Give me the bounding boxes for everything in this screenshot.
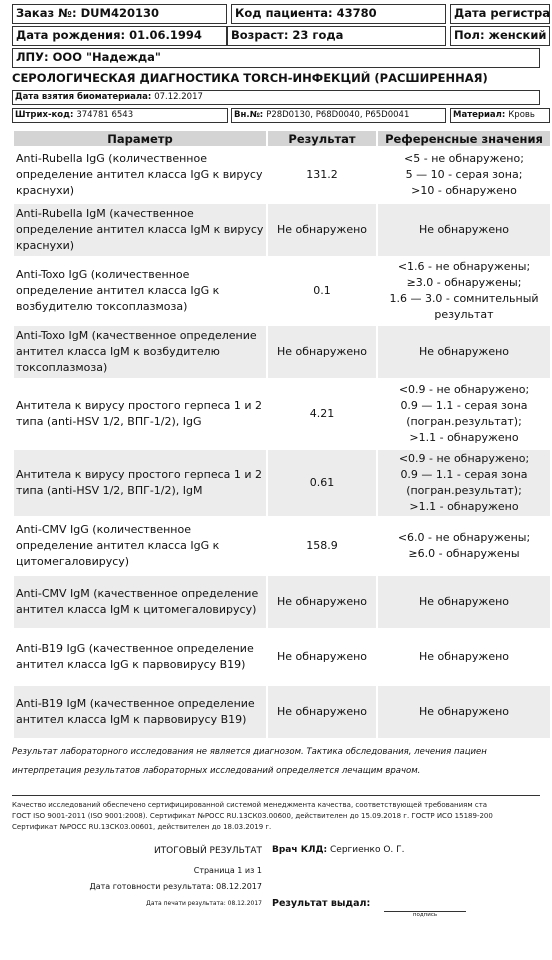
- order-number: Заказ №: DUM420130: [12, 4, 227, 24]
- registration-date: Дата регистра: [450, 4, 550, 24]
- issued-label: Результат выдал:: [272, 898, 371, 909]
- reference-cell: <6.0 - не обнаружены; ≥6.0 - обнаружены: [397, 531, 531, 560]
- table-row: [14, 686, 550, 738]
- param-cell: Anti-Rubella IgM (качественное определение антител класса IgM к вирусу краснухи): [14, 204, 266, 256]
- result-cell: Не обнаружено: [276, 650, 368, 663]
- disclaimer-line-1: Результат лабораторного исследования не является диагнозом. Тактика обследования, лечения пациен: [12, 747, 487, 757]
- divider: [12, 795, 540, 796]
- reference-cell: Не обнаружено: [378, 204, 550, 256]
- sample-date-label: Дата взятия биоматериала:: [15, 92, 152, 102]
- reference-cell: <5 - не обнаружено; 5 — 10 - серая зона; >10 - обнаружено: [404, 152, 524, 197]
- result-cell: Не обнаружено: [268, 204, 376, 256]
- result-cell: Не обнаружено: [268, 686, 376, 738]
- barcode-value: 374781 6543: [76, 110, 134, 120]
- table-row: [14, 576, 550, 628]
- barcode-label: Штрих-код:: [15, 110, 74, 120]
- param-cell: Anti-CMV IgM (качественное определение антител класса IgM к цитомегаловирусу): [14, 576, 266, 628]
- print-date: Дата печати результата: 08.12.2017: [146, 900, 262, 907]
- doctor-label: Врач КЛД:: [272, 845, 328, 855]
- result-cell: 0.61: [268, 450, 376, 516]
- table-row: [14, 381, 550, 447]
- table-row: [14, 450, 550, 516]
- param-cell: Anti-Toxo IgG (количественное определение антител класса IgG к возбудителю токсоплазмоза): [16, 268, 220, 313]
- result-cell: 131.2: [306, 168, 338, 181]
- result-cell: 4.21: [309, 407, 335, 420]
- param-cell: Антитела к вирусу простого герпеса 1 и 2 типа (anti-HSV 1/2, ВПГ-1/2), IgM: [14, 450, 266, 516]
- table-row: [14, 519, 550, 573]
- vn-value: P28D0130, P68D0040, P65D0041: [266, 110, 410, 120]
- barcode-box: [12, 108, 228, 123]
- param-cell: Anti-Rubella IgG (количественное определение антител класса IgG к вирусу краснухи): [16, 152, 263, 197]
- reference-cell: Не обнаружено: [378, 326, 550, 378]
- param-cell: Anti-B19 IgG (качественное определение антител класса IgG к парвовирусу B19): [16, 642, 254, 671]
- table-row: [14, 149, 550, 201]
- reference-cell: Не обнаружено: [418, 650, 510, 663]
- patient-age: Возраст: 23 года: [227, 26, 446, 46]
- result-cell: Не обнаружено: [268, 576, 376, 628]
- vn-label: Вн.№:: [234, 110, 264, 120]
- page-title: СЕРОЛОГИЧЕСКАЯ ДИАГНОСТИКА TORCH-ИНФЕКЦИЙ (РАСШИРЕННАЯ): [12, 71, 488, 85]
- quality-line-3: Сертификат №РОСС RU.13СК03.00601, действителен до 18.03.2019 г.: [12, 823, 272, 831]
- quality-line-2: ГОСТ ISO 9001-2011 (ISO 9001:2008). Сертификат №РОСС RU.13СК03.00600, действителен до 15.09.2018 г. ГОСТР ИСО 15189-200: [12, 812, 493, 820]
- param-cell: Anti-Toxo IgM (качественное определение антител класса IgM к возбудителю токсоплазмоза): [14, 326, 266, 378]
- birth-date: Дата рождения: 01.06.1994: [12, 26, 227, 46]
- reference-cell: Не обнаружено: [378, 576, 550, 628]
- lpu: ЛПУ: ООО "Надежда": [12, 48, 540, 68]
- material-box: [450, 108, 550, 123]
- material-label: Материал:: [453, 110, 506, 120]
- doctor-name: Сергиенко О. Г.: [330, 845, 405, 855]
- reference-cell: Не обнаружено: [378, 686, 550, 738]
- reference-cell: <0.9 - не обнаружено; 0.9 — 1.1 - серая зона (погран.результат); >1.1 - обнаружено: [378, 450, 550, 516]
- table-row: [14, 259, 550, 323]
- doctor-line: [272, 845, 405, 855]
- table-row: [14, 326, 550, 378]
- reference-cell: <0.9 - не обнаружено; 0.9 — 1.1 - серая зона (погран.результат); >1.1 - обнаружено: [398, 383, 530, 444]
- patient-sex: Пол: женский: [450, 26, 550, 46]
- param-cell: Антитела к вирусу простого герпеса 1 и 2 типа (anti-HSV 1/2, ВПГ-1/2), IgG: [16, 399, 263, 428]
- material-value: Кровь: [508, 110, 535, 120]
- table-row: [14, 631, 550, 683]
- header-reference: Референсные значения: [378, 131, 550, 146]
- header-parameter: Параметр: [14, 131, 266, 146]
- param-cell: Anti-CMV IgG (количественное определение антител класса IgG к цитомегаловирусу): [16, 523, 220, 568]
- sample-date-box: [12, 90, 540, 105]
- result-cell: Не обнаружено: [268, 326, 376, 378]
- vn-box: [231, 108, 446, 123]
- header-result: Результат: [268, 131, 376, 146]
- quality-line-1: Качество исследований обеспечено сертифицированной системой менеджмента качества, соответствующей требованиям ста: [12, 801, 488, 809]
- disclaimer-line-2: интерпретация результатов лабораторных исследований определяется лечащим врачом.: [12, 766, 421, 776]
- result-cell: 158.9: [306, 539, 338, 552]
- patient-code: Код пациента: 43780: [231, 4, 446, 24]
- ready-date: Дата готовности результата: 08.12.2017: [89, 882, 262, 891]
- signature-caption: подпись: [412, 912, 438, 918]
- results-table: [12, 128, 552, 741]
- page-number: Страница 1 из 1: [193, 866, 262, 875]
- table-row: [14, 204, 550, 256]
- result-cell: 0.1: [313, 284, 331, 297]
- final-result-label: ИТОГОВЫЙ РЕЗУЛЬТАТ: [153, 846, 262, 856]
- param-cell: Anti-B19 IgM (качественное определение антител класса IgM к парвовирусу B19): [14, 686, 266, 738]
- sample-date-value: 07.12.2017: [154, 92, 203, 102]
- reference-cell: <1.6 - не обнаружены; ≥3.0 - обнаружены; 1.6 — 3.0 - сомнительный результат: [389, 260, 539, 321]
